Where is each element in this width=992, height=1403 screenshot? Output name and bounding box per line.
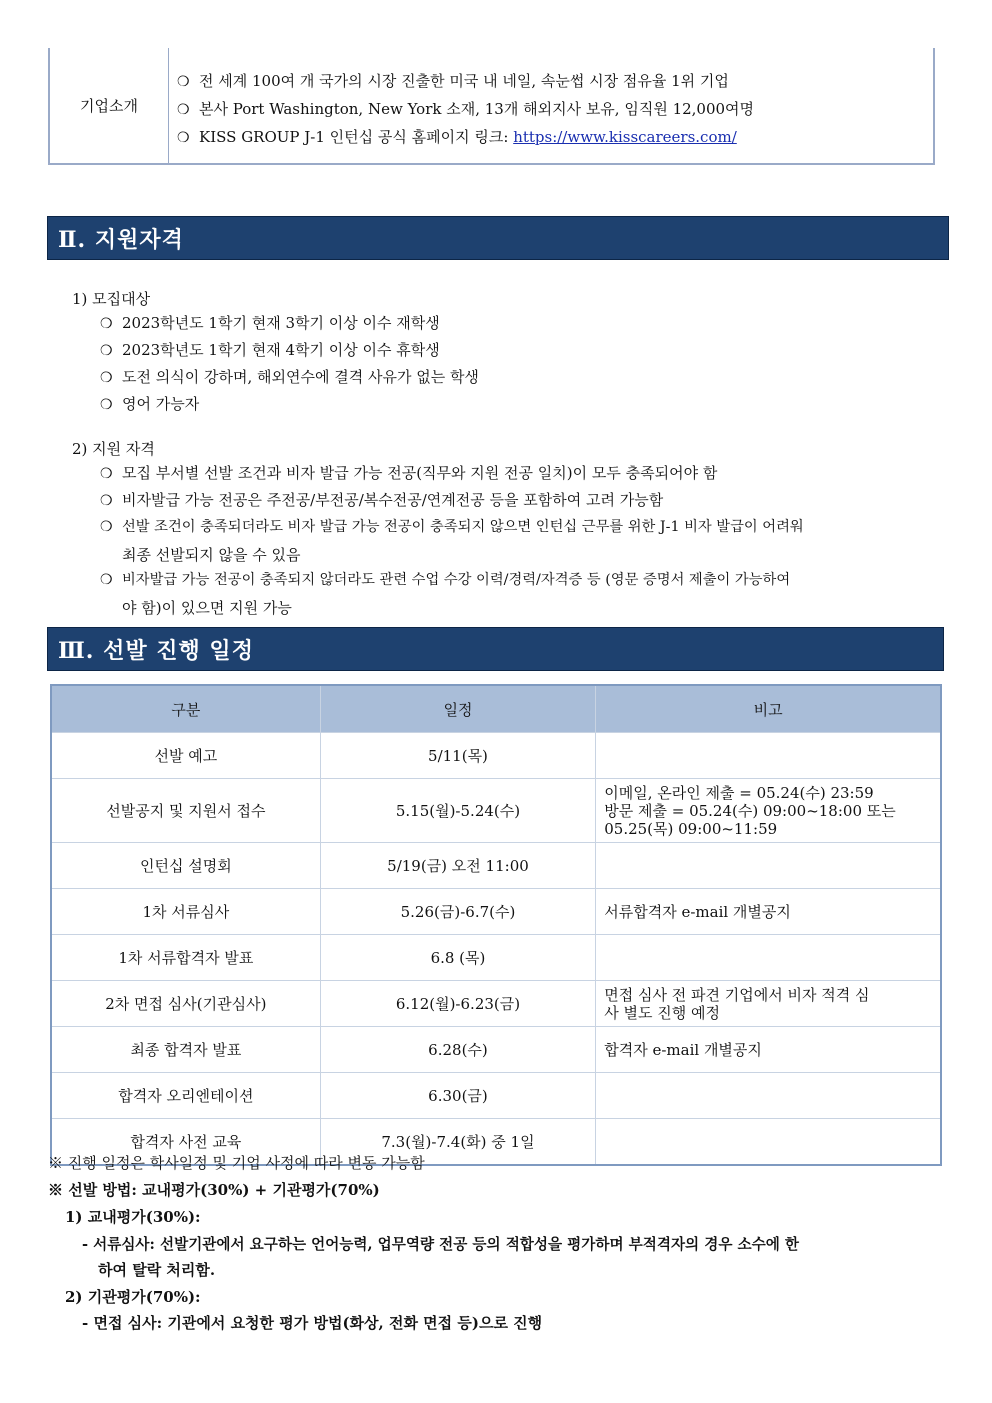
cell-category: 1차 서류심사 bbox=[51, 889, 320, 935]
table-row bbox=[51, 733, 941, 779]
cell-date: 7.3(월)-7.4(화) 중 1일 bbox=[320, 1119, 596, 1166]
agency-eval-heading: 2) 기관평가(70%): bbox=[65, 1288, 201, 1306]
list-item-continuation: 최종 선발되지 않을 수 있음 bbox=[122, 546, 301, 564]
company-line: ❍ 전 세계 100여 개 국가의 시장 진출한 미국 내 네일, 속눈썹 시장 점유율 1위 기업 bbox=[177, 68, 933, 96]
section-title-schedule: Ⅲ. 선발 진행 일정 bbox=[47, 627, 944, 671]
column-header: 일정 bbox=[320, 685, 596, 733]
cell-note bbox=[596, 935, 941, 981]
cell-category: 인턴십 설명회 bbox=[51, 843, 320, 889]
cell-note bbox=[596, 733, 941, 779]
cell-note: 이메일, 온라인 제출 = 05.24(수) 23:59 방문 제출 = 05.24(수) 09:00~18:00 또는 05.25(목) 09:00~11:59 bbox=[596, 779, 941, 843]
bullet-icon: ❍ bbox=[177, 102, 190, 118]
internal-eval-heading: 1) 교내평가(30%): bbox=[65, 1208, 201, 1226]
section-title-eligibility: Ⅱ. 지원자격 bbox=[47, 216, 949, 260]
cell-date: 6.8 (목) bbox=[320, 935, 596, 981]
table-row bbox=[51, 935, 941, 981]
table-row bbox=[51, 981, 941, 1027]
company-intro-box bbox=[48, 48, 935, 165]
bullet-icon: ❍ bbox=[177, 74, 190, 90]
schedule-table bbox=[50, 684, 942, 1166]
column-header: 비고 bbox=[596, 685, 941, 733]
internal-eval-line-cont: 하여 탈락 처리함. bbox=[98, 1261, 216, 1279]
company-line: ❍ KISS GROUP J-1 인턴십 공식 홈페이지 링크: https://www.kisscareers.com/ bbox=[177, 124, 933, 152]
bullet-icon: ❍ bbox=[100, 370, 113, 386]
internal-eval-line: - 서류심사: 선발기관에서 요구하는 언어능력, 업무역량 전공 등의 적합성을 평가하며 부적격자의 경우 소수에 한 bbox=[82, 1236, 799, 1253]
list-item: ❍ 비자발급 가능 전공은 주전공/부전공/복수전공/연계전공 등을 포함하여 고려 가능함 bbox=[100, 487, 663, 515]
cell-date: 5/19(금) 오전 11:00 bbox=[320, 843, 596, 889]
list-item: ❍ 2023학년도 1학기 현재 4학기 이상 이수 휴학생 bbox=[100, 337, 440, 365]
company-lines bbox=[169, 48, 933, 163]
bullet-icon: ❍ bbox=[100, 493, 113, 509]
cell-date: 6.30(금) bbox=[320, 1073, 596, 1119]
bullet-icon: ❍ bbox=[100, 397, 113, 413]
table-row bbox=[51, 1027, 941, 1073]
schedule-change-note: ※ 진행 일정은 학사일정 및 기업 사정에 따라 변동 가능함 bbox=[48, 1154, 425, 1172]
cell-note: 면접 심사 전 파견 기업에서 비자 적격 심 사 별도 진행 예정 bbox=[596, 981, 941, 1027]
bullet-icon: ❍ bbox=[100, 519, 113, 535]
table-row bbox=[51, 889, 941, 935]
bullet-icon: ❍ bbox=[100, 343, 113, 359]
cell-category: 합격자 사전 교육 bbox=[51, 1119, 320, 1166]
company-line: ❍ 본사 Port Washington, New York 소재, 13개 해외지사 보유, 임직원 12,000여명 bbox=[177, 96, 933, 124]
cell-date: 5/11(목) bbox=[320, 733, 596, 779]
homepage-link[interactable]: https://www.kisscareers.com/ bbox=[513, 128, 737, 146]
table-row bbox=[51, 1073, 941, 1119]
bullet-icon: ❍ bbox=[100, 572, 113, 588]
list-item: ❍ 도전 의식이 강하며, 해외연수에 결격 사유가 없는 학생 bbox=[100, 364, 479, 392]
cell-note bbox=[596, 843, 941, 889]
cell-category: 1차 서류합격자 발표 bbox=[51, 935, 320, 981]
list-item: ❍ 모집 부서별 선발 조건과 비자 발급 가능 전공(직무와 지원 전공 일치)이 모두 충족되어야 함 bbox=[100, 460, 717, 488]
list-item-continuation: 야 함)이 있으면 지원 가능 bbox=[122, 599, 292, 617]
cell-date: 6.12(월)-6.23(금) bbox=[320, 981, 596, 1027]
column-header: 구분 bbox=[51, 685, 320, 733]
sub-heading-qualifications: 2) 지원 자격 bbox=[72, 440, 155, 458]
cell-date: 5.15(월)-5.24(수) bbox=[320, 779, 596, 843]
cell-note bbox=[596, 1119, 941, 1166]
table-row bbox=[51, 779, 941, 843]
bullet-icon: ❍ bbox=[100, 316, 113, 332]
cell-note bbox=[596, 1073, 941, 1119]
list-item: ❍ 선발 조건이 충족되더라도 비자 발급 가능 전공이 충족되지 않으면 인턴십 근무를 위한 J-1 비자 발급이 어려워 bbox=[100, 514, 804, 541]
cell-category: 선발공지 및 지원서 접수 bbox=[51, 779, 320, 843]
cell-category: 2차 면접 심사(기관심사) bbox=[51, 981, 320, 1027]
list-item: ❍ 비자발급 가능 전공이 충족되지 않더라도 관련 수업 수강 이력/경력/자격증 등 (영문 증명서 제출이 가능하여 bbox=[100, 567, 790, 594]
cell-note: 합격자 e-mail 개별공지 bbox=[596, 1027, 941, 1073]
list-item: ❍ 영어 가능자 bbox=[100, 391, 199, 419]
cell-category: 최종 합격자 발표 bbox=[51, 1027, 320, 1073]
cell-note: 서류합격자 e-mail 개별공지 bbox=[596, 889, 941, 935]
list-item: ❍ 2023학년도 1학기 현재 3학기 이상 이수 재학생 bbox=[100, 310, 440, 338]
cell-category: 선발 예고 bbox=[51, 733, 320, 779]
selection-method-note: ※ 선발 방법: 교내평가(30%) + 기관평가(70%) bbox=[48, 1181, 380, 1199]
cell-category: 합격자 오리엔테이션 bbox=[51, 1073, 320, 1119]
company-label: 기업소개 bbox=[50, 48, 169, 163]
agency-eval-line: - 면접 심사: 기관에서 요청한 평가 방법(화상, 전화 면접 등)으로 진행 bbox=[82, 1314, 543, 1332]
bullet-icon: ❍ bbox=[177, 130, 190, 146]
table-row bbox=[51, 843, 941, 889]
table-header-row bbox=[51, 685, 941, 733]
bullet-icon: ❍ bbox=[100, 466, 113, 482]
cell-date: 5.26(금)-6.7(수) bbox=[320, 889, 596, 935]
cell-date: 6.28(수) bbox=[320, 1027, 596, 1073]
sub-heading-recruit-target: 1) 모집대상 bbox=[72, 290, 151, 308]
